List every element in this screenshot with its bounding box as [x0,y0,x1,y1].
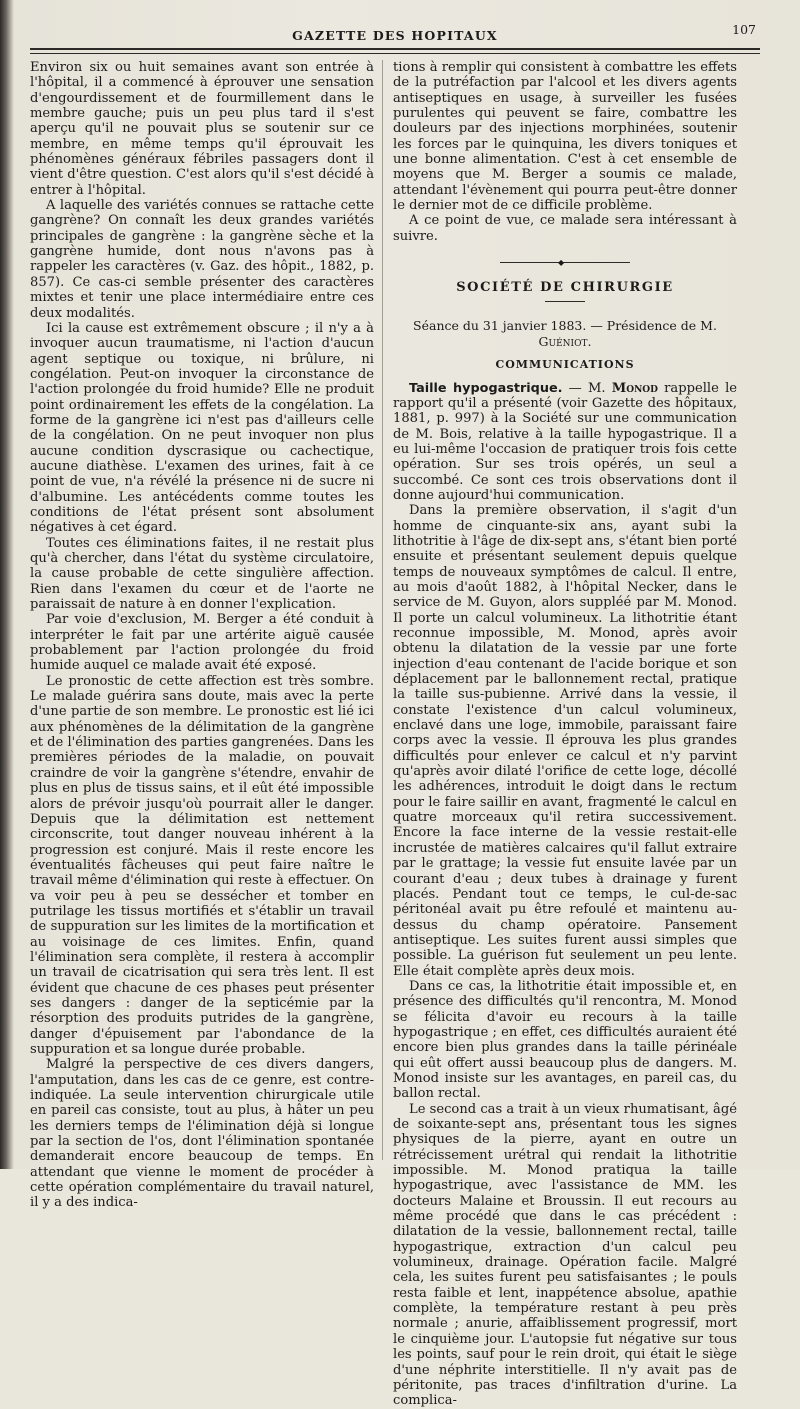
paragraph: A laquelle des variétés connues se rattache cette gangrène? On connaît les deux grandes variétés principales de gangrène : la gangrène sèche et la gangrène humide, dont nous n'avons pas à rappeler les caractères (v. Gaz. des hôpit., 1882, p. 857). Ce cas-ci semble présenter des caractères mixtes et tenir une place intermédiaire entre ces deux modalités. [30,198,374,321]
paragraph [393,381,737,504]
session-date: Séance du 31 janvier 1883. — Présidence de M. [413,318,717,334]
paragraph: Par voie d'exclusion, M. Berger a été conduit à interpréter le fait par une artérite aiguë causée probablement par l'action prolongée du froid humide auquel ce malade avait été exposé. [30,612,374,674]
text-run: rappelle le rapport qu'il a présenté (voir Gazette des hôpitaux, 1881, p. 997) à la Société sur une communication de M. Bois, relative à la taille hypogastrique. Il a eu lui-même l'occasion de pratiquer trois fois cette opération. Sur ses trois opérés, un seul a succombé. Ce sont ces trois observations dont il donne aujourd'hui communication. [393,380,737,503]
paragraph: Malgré la perspective de ces divers dangers, l'amputation, dans les cas de ce genre, est contre-indiquée. La seule intervention chirurgicale utile en pareil cas consiste, tout au plus, à hâter un peu les derniers temps de l'élimination déjà si longue par la section de l'os, dont l'élimination spontanée demanderait encore beaucoup de temps. En attendant que vienne le moment de procéder à cette opération complémentaire du travail naturel, il y a des indica- [30,1057,374,1211]
paragraph: Le second cas a trait à un vieux rhumatisant, âgé de soixante-sept ans, présentant tous les signes physiques de la pierre, ayant en outre un rétrécissement urétral qui rendait la lithotritie impossible. M. Monod pratiqua la taille hypogastrique, avec l'assistance de MM. les docteurs Malaine et Broussin. Il eut recours au même procédé que dans le cas précédent : dilatation de la vessie, ballonnement rectal, taille hypogastrique, extraction d'un calcul peu volumineux, drainage. Opération facile. Malgré cela, les suites furent peu satisfaisantes ; le pouls resta faible et lent, inappétence absolue, apathie complète, la température restant à peu près normale ; anurie, affaiblissement progressif, mort le cinquième jour. L'autopsie fut négative sur tous les points, sauf pour le rein droit, qui était le siège d'une néphrite interstitielle. Il n'y avait pas de péritonite, pas traces d'infiltration d'urine. La complica- [393,1101,737,1409]
header-rule-thin [30,53,760,54]
section-separator [500,260,630,266]
page-header [30,22,760,44]
paragraph: Ici la cause est extrêmement obscure ; il n'y a à invoquer aucun traumatisme, ni l'action d'aucun agent septique ou toxique, ni brûlure, ni congélation. Peut-on invoquer la circonstance de l'action prolongée du froid humide? Elle ne produit point ordinairement les effets de la congélation. La forme de la gangrène ici n'est pas d'ailleurs celle de la congélation. On ne peut invoquer non plus aucune condition dyscrasique ou cachectique, aucune diathèse. L'examen des urines, fait à ce point de vue, n'a révélé la présence ni de sucre ni d'albumine. Les antécédents comme toutes les conditions de l'état présent sont absolument négatives à cet égard. [30,320,374,536]
paragraph: Toutes ces éliminations faites, il ne restait plus qu'à chercher, dans l'état du système circulatoire, la cause probable de cette singulière affection. Rien dans l'examen du cœur et de l'aorte ne paraissait de nature à en donner l'explication. [30,535,374,613]
header-rule [30,48,760,50]
diamond-ornament-icon: ◆ [558,258,565,268]
running-title: GAZETTE DES HOPITAUX [292,28,498,43]
page-number: 107 [732,22,756,37]
paragraph: Dans la première observation, il s'agit d'un homme de cinquante-six ans, ayant subi la lithotritie à l'âge de dix-sept ans, s'étant bien porté ensuite et présentant seulement depuis quelque temps de nouveaux symptômes de calcul. Il entre, au mois d'août 1882, à l'hôpital Necker, dans le service de M. Guyon, alors suppléé par M. Monod. Il porte un calcul volumineux. La lithotritie étant reconnue impossible, M. Monod, après avoir obtenu la dilatation de la vessie par une forte injection d'eau contenant de l'acide borique et son déplacement par le ballonnement rectal, pratique la taille sus-pubienne. Arrivé dans la vessie, il constate l'existence d'un calcul volumineux, enclavé dans une loge, immobile, paraissant faire corps avec la vessie. Il éprouva les plus grandes difficultés pour enlever ce calcul et n'y parvint qu'après avoir dilaté l'orifice de cette loge, décollé les adhérences, introduit le doigt dans le rectum pour le faire saillir en avant, fragmenté le calcul en quatre morceaux qu'il retira successivement. Encore la face interne de la vessie restait-elle incrustée de matières calcaires qu'il fallut extraire par le grattage; la vessie fut ensuite lavée par un courant d'eau ; deux tubes à drainage y furent placés. Pendant tout ce temps, le cul-de-sac péritonéal avait pu être refoulé et maintenu au-dessus du champ opératoire. Pansement antiseptique. Les suites furent aussi simples que possible. La guérison fut seulement un peu lente. Elle était complète après deux mois. [393,503,737,979]
heading-rule [545,301,585,302]
article-title: Taille hypogastrique. [409,380,563,396]
subsection-heading: COMMUNICATIONS [495,358,635,372]
paragraph: A ce point de vue, ce malade sera intéressant à suivre. [393,213,737,244]
session-president: Guéniot. [538,333,592,349]
paragraph: Dans ce cas, la lithotritie était impossible et, en présence des difficultés qu'il rencontra, M. Monod se félicita d'avoir eu recours à la taille hypogastrique ; en effet, ces difficultés auraient été encore bien plus grandes dans la taille périnéale qui eût offert aussi beaucoup plus de dangers. M. Monod insiste sur les avantages, en pareil cas, du ballon rectal. [393,978,737,1102]
text-run: — M. [562,380,612,396]
author-name: Monod [611,380,658,396]
section-heading: SOCIÉTÉ DE CHIRURGIE [456,280,674,296]
paragraph: Environ six ou huit semaines avant son entrée à l'hôpital, il a commencé à éprouver une sensation d'engourdissement et de fourmillement dans le membre gauche; puis un peu plus tard il s'est aperçu qu'il ne pouvait plus se soutenir sur ce membre, en même temps qu'il éprouvait les phénomènes généraux fébriles passagers dont il vient d'être question. C'est alors qu'il s'est décidé à entrer à l'hôpital. [30,60,374,198]
paragraph: Le pronostic de cette affection est très sombre. Le malade guérira sans doute, mais avec la perte d'une partie de son membre. Le pronostic est lié ici aux phénomènes de la délimitation de la gangrène et de l'élimination des parties gangrenées. Dans les premières périodes de la maladie, on pouvait craindre de voir la gangrène s'étendre, envahir de plus en plus de tissus sains, et il eût été impossible alors de prévoir jusqu'où pourrait aller le danger. Depuis que la délimitation est nettement circonscrite, tout danger nouveau inhérent à la progression est conjuré. Mais il reste encore les éventualités fâcheuses qui peut faire naître le travail même d'élimination qui reste à effectuer. On va voir peu à peu se dessécher et tomber en putrilage les tissus mortifiés et s'établir un travail de suppuration sur les limites de la mortification et au voisinage de ces limites. Enfin, quand l'élimination sera complète, il restera à accomplir un travail de cicatrisation qui sera très lent. Il est évident que chacune de ces phases peut présenter ses dangers : danger de la septicémie par la résorption des produits putrides de la gangrène, danger d'épuisement par l'abondance de la suppuration et sa longue durée probable. [30,673,374,1057]
column-divider [382,60,383,1160]
left-column [30,60,374,1211]
right-column [393,60,737,1409]
session-line [393,318,737,349]
paragraph: tions à remplir qui consistent à combattre les effets de la putréfaction par l'alcool et les divers agents antiseptiques en usage, à surveiller les fusées purulentes qui peuvent se faire, combattre les douleurs par des injections morphinées, soutenir les forces par le quinquina, les divers toniques et une bonne alimentation. C'est à cet ensemble de moyens que M. Berger a soumis ce malade, attendant l'évènement qui pourra peut-être donner le dernier mot de ce difficile problème. [393,60,737,214]
